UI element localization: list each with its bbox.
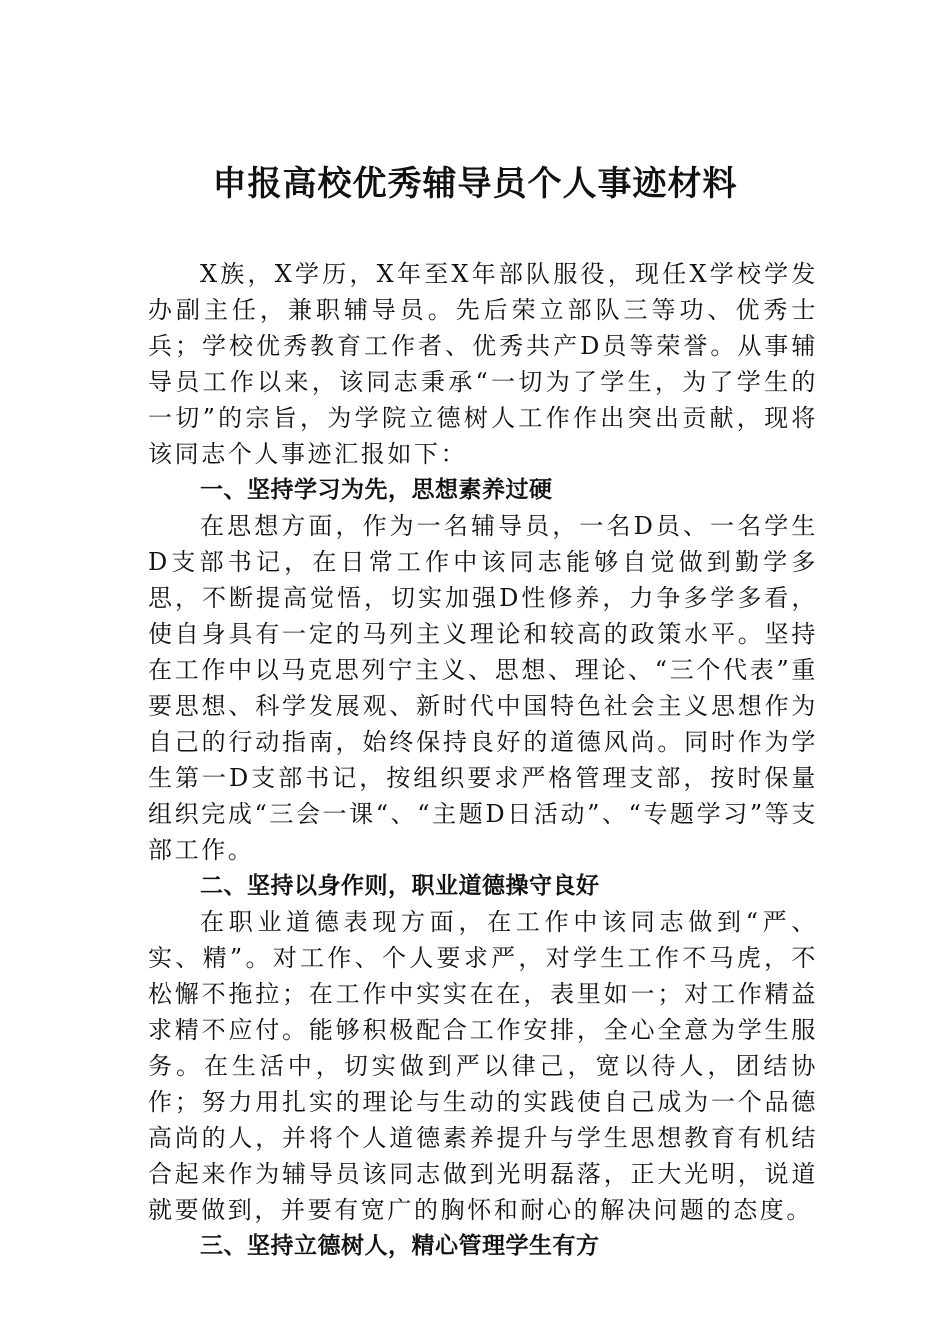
section-2-heading: 二、坚持以身作则，职业道德操守良好 (200, 873, 600, 899)
section-1-heading: 一、坚持学习为先，思想素养过硬 (200, 477, 553, 503)
intro-paragraph: X族，X学历，X年至X年部队服役，现任X学校学发办副主任，兼职辅导员。先后荣立部队三等功、优秀士兵；学校优秀教育工作者、优秀共产D员等荣誉。从事辅导员工作以来，该同志秉承“一切为了学生，为了学生的一切”的宗旨，为学院立德树人工作作出突出贡献，现将该同志个人事迹汇报如下： (148, 260, 818, 468)
section-3-heading: 三、坚持立德树人，精心管理学生有方 (200, 1233, 600, 1259)
document-body (148, 256, 818, 1264)
document-title: 申报高校优秀辅导员个人事迹材料 (212, 164, 738, 204)
section-2-paragraph: 在职业道德表现方面，在工作中该同志做到“严、实、精”。对工作、个人要求严，对学生工作不马虎，不松懈不拖拉；在工作中实实在在，表里如一；对工作精益求精不应付。能够积极配合工作安排，全心全意为学生服务。在生活中，切实做到严以律己，宽以待人，团结协作；努力用扎实的理论与生动的实践使自己成为一个品德高尚的人，并将个人道德素养提升与学生思想教育有机结合起来作为辅导员该同志做到光明磊落，正大光明，说道就要做到，并要有宽广的胸怀和耐心的解决问题的态度。 (148, 908, 818, 1224)
section-1-paragraph: 在思想方面，作为一名辅导员，一名D员、一名学生D支部书记，在日常工作中该同志能够自觉做到勤学多思，不断提高觉悟，切实加强D性修养，力争多学多看，使自身具有一定的马列主义理论和较高的政策水平。坚持在工作中以马克思列宁主义、思想、理论、“三个代表”重要思想、科学发展观、新时代中国特色社会主义思想作为自己的行动指南，始终保持良好的道德风尚。同时作为学生第一D支部书记，按组织要求严格管理支部，按时保量组织完成“三会一课“、“主题D日活动”、“专题学习”等支部工作。 (148, 512, 818, 864)
